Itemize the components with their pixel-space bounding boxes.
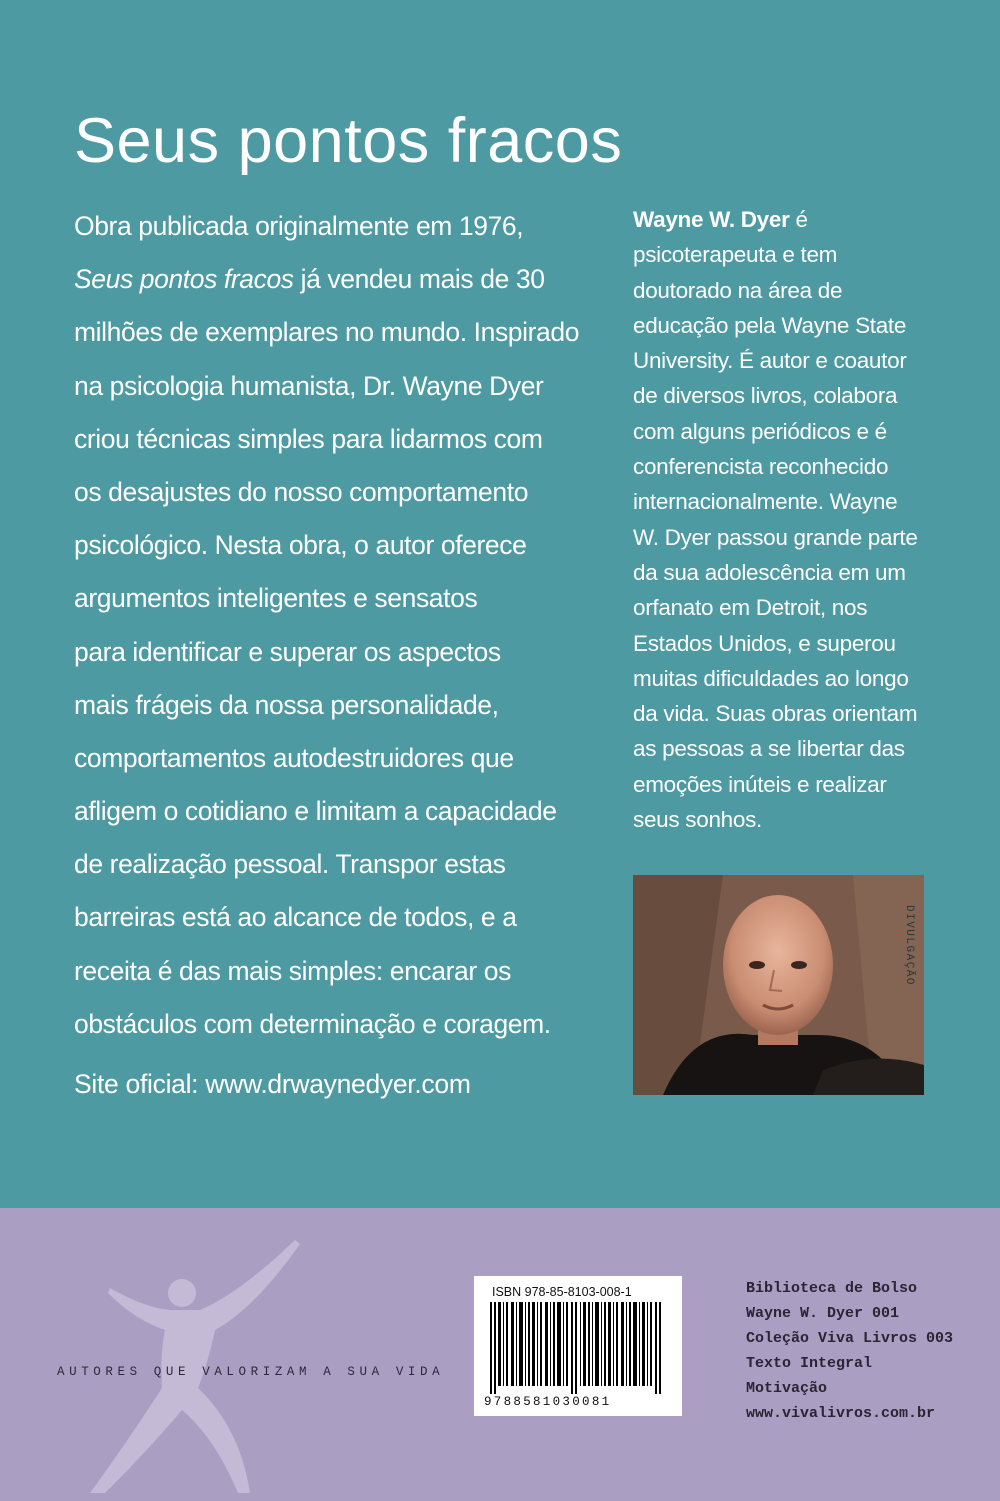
author-bio-line: emoções inúteis e realizar	[633, 771, 887, 797]
barcode-bars-icon	[490, 1302, 666, 1394]
synopsis-line: para identificar e superar os aspectos	[74, 636, 501, 667]
synopsis-line: comportamentos autodestruidores que	[74, 742, 514, 773]
author-bio-line: psicoterapeuta e tem	[633, 242, 838, 268]
author-bio	[633, 202, 933, 837]
author-bio-line: doutorado na área de	[633, 277, 843, 303]
synopsis-line: Obra publicada originalmente em 1976,	[74, 211, 524, 241]
synopsis-line: afligem o cotidiano e limitam a capacidade	[74, 796, 557, 827]
isbn-number: 9788581030081	[484, 1395, 612, 1409]
synopsis-line: obstáculos com determinação e coragem.	[74, 1008, 551, 1039]
series-line: www.vivalivros.com.br	[746, 1405, 936, 1422]
author-bio-line: da sua adolescência em um	[633, 559, 906, 585]
author-name: Wayne W. Dyer	[633, 207, 790, 232]
author-bio-line: seus sonhos.	[633, 807, 762, 833]
series-line: Biblioteca de Bolso	[746, 1280, 918, 1297]
synopsis-line: mais frágeis da nossa personalidade,	[74, 689, 499, 720]
synopsis-italic-title: Seus pontos fracos	[74, 264, 294, 295]
author-bio-line: W. Dyer passou grande parte	[633, 524, 918, 550]
author-bio-line: University. É autor e coautor	[633, 348, 907, 374]
isbn-barcode	[474, 1276, 682, 1416]
isbn-label: ISBN 978-85-8103-008-1	[492, 1285, 632, 1299]
synopsis-line: criou técnicas simples para lidarmos com	[74, 423, 543, 454]
series-line: Texto Integral	[746, 1355, 873, 1372]
official-site: Site oficial: www.drwaynedyer.com	[74, 1069, 471, 1099]
synopsis-line: os desajustes do nosso comportamento	[74, 476, 529, 507]
author-bio-line: de diversos livros, colabora	[633, 383, 898, 409]
author-bio-line: Wayne W. Dyer é	[633, 207, 808, 232]
author-bio-line: orfanato em Detroit, nos	[633, 595, 868, 621]
synopsis-line: na psicologia humanista, Dr. Wayne Dyer	[74, 370, 544, 401]
author-bio-line: internacionalmente. Wayne	[633, 489, 898, 515]
synopsis-line: argumentos inteligentes e sensatos	[74, 583, 478, 614]
author-bio-line: da vida. Suas obras orientam	[633, 701, 918, 727]
synopsis-line: Seus pontos fracos já vendeu mais de 30	[74, 264, 545, 295]
photo-credit: DIVULGAÇÃO	[903, 905, 915, 987]
author-bio-line: Estados Unidos, e superou	[633, 630, 896, 656]
author-bio-line: educação pela Wayne State	[633, 312, 907, 338]
series-info	[746, 1276, 953, 1426]
series-line: Wayne W. Dyer 001	[746, 1305, 900, 1322]
author-portrait-image	[633, 875, 924, 1095]
synopsis-line: receita é das mais simples: encarar os	[74, 955, 511, 986]
series-line: Coleção Viva Livros 003	[746, 1330, 954, 1347]
synopsis-line: milhões de exemplares no mundo. Inspirado	[74, 317, 580, 348]
author-bio-line: as pessoas a se libertar das	[633, 736, 905, 762]
author-bio-line: muitas dificuldades ao longo	[633, 665, 909, 691]
synopsis-line: barreiras está ao alcance de todos, e a	[74, 902, 517, 933]
author-photo	[633, 875, 924, 1095]
synopsis-line: psicológico. Nesta obra, o autor oferece	[74, 530, 527, 561]
series-line: Motivação	[746, 1380, 828, 1397]
synopsis	[74, 200, 589, 1051]
publisher-tagline: AUTORES QUE VALORIZAM A SUA VIDA	[57, 1365, 445, 1379]
author-bio-line: conferencista reconhecido	[633, 454, 889, 480]
synopsis-line: de realização pessoal. Transpor estas	[74, 849, 506, 880]
author-bio-line: com alguns periódicos e é	[633, 418, 887, 444]
book-title: Seus pontos fracos	[74, 106, 623, 176]
